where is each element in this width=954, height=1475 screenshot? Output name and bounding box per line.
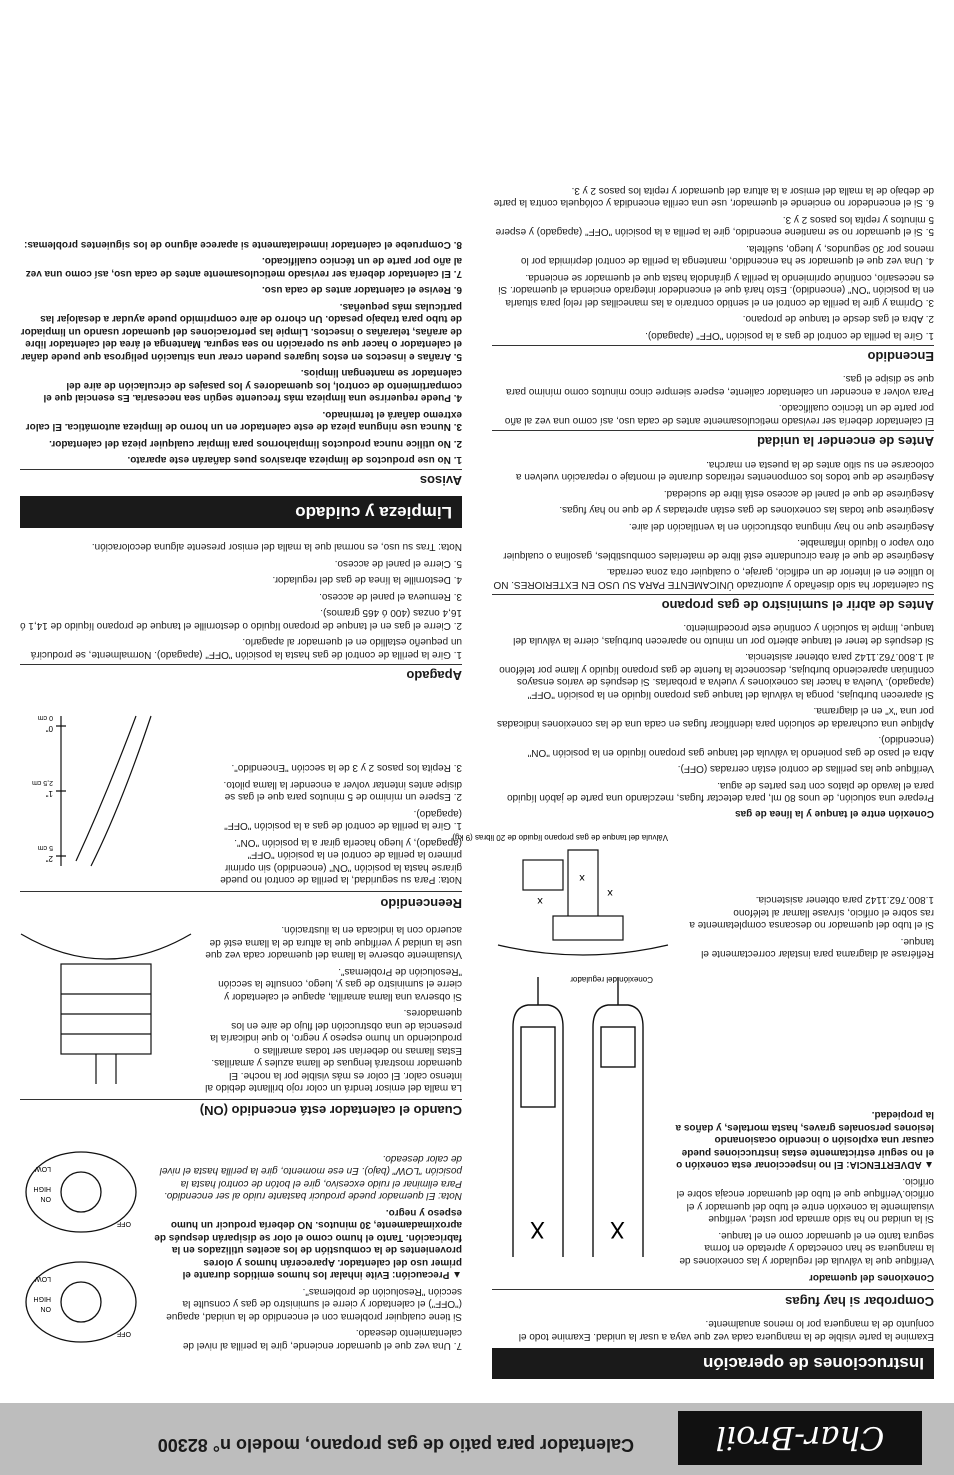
knob-low-2: LOW — [35, 1165, 51, 1172]
before-text-4: Asegúrese que todas las conexiones de gas están apretadas y de que no hay fugas. — [559, 504, 934, 516]
knob-low-1: LOW — [35, 1275, 51, 1282]
on-text-3: Visualmente observe la llama del quemador cada vez que use la unidad y verifique que la altura de la llama esté de acuerdo con la indicada en la ilustración. — [205, 924, 462, 961]
tank-block — [452, 825, 934, 962]
off-step-5: 5. Cierre el panel de acceso. — [334, 557, 462, 569]
relight-title: Reencendido — [20, 892, 462, 911]
intro-text: Examine la parte visible de la manguera cada vez que vaya a usar la unidad. Examine todo el conjunto de la manguera por lo menos anualmente. — [518, 1318, 934, 1342]
knob-high-1: HIGH — [33, 1295, 51, 1302]
gas-text-1: Prepare una solución, de unos 80 ml, para detectar fugas, mezclando una parte de jabón líquido para el lavado de platos con tres partes de agua. — [507, 780, 934, 804]
caution-text: ▲ Precaución: Evite inhalar los humos emitidos durante el primer uso del calentador. Aparecerán humos y olores provenientes de la combustión de los aceites utilizados en la fabricación. Tanto el humo como el olor se disiparán después de aproximadamente, 30 minutos. NO debería producir un humo espeso y negro. — [154, 1207, 462, 1281]
flame-1in: 1" — [45, 789, 53, 799]
knob-on-1: ON — [40, 1305, 51, 1312]
shutdown-title: Apagado — [20, 664, 462, 683]
flame-height-figure — [20, 691, 192, 888]
warn-6: 6. Revise el calentador antes de cada uso. — [261, 284, 462, 296]
svg-text:X: X — [529, 1216, 545, 1241]
burner-connections-title: Conexiones del quemador — [808, 1272, 934, 1284]
section-band-operation: Instrucciones de operación — [492, 1348, 934, 1379]
knob-off-1: OFF — [117, 1330, 131, 1337]
gas-text-5: Si aparecen burbujas, ponga la válvula del tanque gas propano líquido en la posición "OFF" (apagado). Vuelva a hacer las conexiones y vuelva a probarlas. Si después de varios ensayos continúan apareciendo burbujas, desconecte la fuente de gas propano líquido y llame por teléfono al 1.800.762.1142 para obtener asistencia. — [499, 651, 934, 700]
reg-text-2: Si la unidad no ha sido armada por usted, verifique visualmente la conexión entre el tubo del quemador y el orificio.Verifique que el tubo del quemador encaja sobre el orificio. — [676, 1176, 934, 1225]
prelight-title: Antes de encender la unidad — [492, 430, 934, 449]
warn-1: 1. No use productos de limpieza abrasivos pues dañarán este aparato. — [127, 454, 462, 466]
heater-on-block — [20, 919, 462, 1096]
header-bar — [0, 1403, 954, 1475]
relight-step-3: 3. Repita los pasos 2 y 3 de la sección "Encendido". — [231, 762, 462, 774]
left-column — [452, 16, 934, 1379]
flame-25cm: 2,5 cm — [31, 779, 53, 787]
burner-figure — [20, 919, 192, 1096]
regulator-label: Conexión del regulador — [570, 975, 653, 984]
control-knob-diagram — [21, 1132, 141, 1352]
relight-note: Nota: Para su seguridad, la perilla de control no puede girarse hasta la posición "ON" (encendido) sin oprimir primero la perilla de control en la posición "OFF" (apagado), y luego hacerla girar a la posición "ON". — [220, 837, 462, 886]
tank-valve-diagram — [452, 831, 673, 961]
step7-block — [20, 1127, 462, 1354]
flame-0cm: 0 cm — [37, 714, 53, 722]
knob-high-2: HIGH — [33, 1185, 51, 1192]
tank-valve-figure — [452, 825, 674, 962]
document-title: Calentador para patio de gas propano, modelo n° 82300 — [157, 1435, 634, 1455]
svg-text:X: X — [609, 1216, 625, 1241]
warn-8: 8. Compruebe el calentador inmediatamente si aparece alguno de los siguientes problemas: — [24, 238, 462, 250]
knob-figures — [20, 1127, 142, 1354]
warn-5: 5. Arañas e insectos en estos lugares pueden crear una situación peligrosa que puede dañar el calentador o hacer que su operación no sea segura. Mantenga el área del calentador libre de arañas, telarañas o insectos. Limpie las perforaciones del quemador usando un limpiador de tubo para trabajo pesado. Un chorro de aire comprimido puede ayudar a desalojar las partículas más pequeñas. — [20, 300, 462, 362]
gas-connection-title: Conexión entre el tanque y la línea de gas — [735, 808, 934, 819]
heater-on-title: Cuando el calentador está encendido (ON) — [20, 1099, 462, 1118]
section-band-cleaning: Limpieza y cuidado — [20, 497, 462, 528]
burner-diagram — [21, 924, 191, 1094]
lighting-step-6: 6. Si el encendedor no enciende el quemador, use una cerilla encendida y colóquela contra la parte de debajo de la malla del emisor a la altura del quemador y repita los pasos 2 y 3. — [493, 184, 934, 209]
tank-text-1: Refiérase al diagrama para instalar correctamente el tanque. — [701, 936, 934, 960]
lighting-title: Encendido — [492, 345, 934, 364]
reg-warning: ▲ ADVERTENCIA: El no inspeccionar esta conexión o el no seguir estrictamente estas instrucciones puede causar una explosión o incendio ocasionando lesiones personales graves, hasta mortales, y daños a la propiedad. — [675, 1109, 934, 1171]
warn-7: 7. El calentador debería ser revisado meticulosamente antes de cada uso, así como una vez al año por parte de un técnico cualificado. — [25, 255, 462, 279]
svg-text:x: x — [607, 887, 613, 899]
warnings-title: Avisos — [20, 469, 462, 488]
before-text-5: Asegúrese de que el panel de acceso está libre de suciedad. — [663, 487, 934, 499]
lighting-step-2: 2. Abra el gas desde el tanque de propano. — [742, 313, 934, 325]
warn-3: 3. Nunca use ninguna pieza de este calentador en un horno de limpieza automática. El calor extremo dañará el terminado. — [25, 408, 462, 433]
before-text-2: Asegúrese de que el área circundante esté libre de materiales combustibles, gasolina o cualquier otro vapor o líquido inflamable. — [503, 537, 934, 561]
knob-off-2: OFF — [117, 1220, 131, 1227]
svg-text:x: x — [579, 872, 585, 884]
reg-text-1: Verifique que la válvula del regulador y las conexiones de la manguera se han conectado y apretado en forma segura tanto en el quemador como en el tanque. — [679, 1230, 934, 1266]
svg-text:x: x — [537, 895, 543, 907]
relight-step-1: 1. Gire la perilla de control de gas a la posición "OFF" (apagado). — [224, 808, 462, 832]
tank-text-2: Si el tubo del quemador no descansa completamente a ras sobre el orificio, sírvase llamar al teléfono 1.800.762.1142 para obtener asistencia. — [689, 894, 934, 931]
before-text-1: Su calentador ha sido diseñado y autorizado ÚNICAMENTE PARA SU USO EN EXTERIORES. NO lo utilice en el interior de un edificio, garaje, o cualquier otra zona cerrada. — [493, 566, 934, 590]
flame-height-diagram — [21, 697, 191, 887]
step-7b: Si tiene cualquier problema con el encendido de la unidad, apague ("OFF") el calentador y cierre el suministro de gas y consulte la sección "Resolución de problemas". — [166, 1286, 462, 1322]
regulator-figure — [492, 962, 664, 1269]
off-step-4: 4. Destornille la línea de gas del regulador. — [272, 574, 462, 586]
knob-on-2: ON — [40, 1195, 51, 1202]
right-column — [20, 16, 462, 1379]
gas-text-3: Abra el paso de gas poniendo la válvula del tanque gas propano líquido en la posición "ON" (encendido). — [527, 734, 934, 758]
off-note: Nota: Tras su uso, es normal que la malla del emisor presente alguna decoloración. — [91, 541, 462, 553]
warn-4: 4. Puede requerirse una limpieza más frecuente según sea necesaria. Es esencial que el compartimiento de control, los quemadores y los pasajes de circulación de aire del calentador se mantengan limpios. — [43, 367, 462, 404]
prelight-text-2: Para volver a encender un calentador caliente, espere siempre cinco minutos como mínimo para que se disipe el gas. — [506, 373, 934, 397]
flame-0in: 0" — [45, 724, 53, 734]
lighting-step-3: 3. Oprima y gire la perilla de control en el sentido contrario a las manecillas del reloj para situarla en la posición "ON" (encendido). Esto hará que el encendedor integrado encienda el quemador. Si es necesario, continúe oprimiendo la perilla y girándola hasta que el quemador se encienda. — [498, 271, 934, 308]
warn-2: 2. No utilice nunca productos limpiahornos para limpiar cualquier pieza del calentador. — [49, 437, 462, 449]
off-step-1: 1. Gire la perilla de control de gas hasta la posición "OFF" (apagado). Normalmente, se producirá un pequeño estallido en el quemador al apagarlo. — [30, 636, 462, 660]
tank-valve-label: Válvula del tanque de gas propano líquido de 20 libras (9 kg) — [452, 833, 668, 843]
on-text-2: Si observa una llama amarilla, apague el calentador y cierre el suministro de gas y, luego, consulte la sección "Resolución de Problemas". — [218, 965, 462, 1002]
gas-text-6: Si después de tener el tanque abierto por un minuto no aparecen burbujas, cierre la válvula del tanque, limpie la solución y continúe este procedimiento. — [513, 622, 934, 646]
brand-logo: Char-Broil — [678, 1411, 922, 1465]
regulator-diagram — [493, 967, 663, 1267]
off-step-3: 3. Remueva el panel de acceso. — [319, 590, 462, 602]
lighting-step-4: 4. Una vez que el quemador se ha encendido, mantenga la perilla de control deprimida por lo menos por 30 segundos, y luego, suéltela. — [520, 242, 934, 267]
noise-note: Nota: El quemador puede producir bastante ruido al ser encendido. Para eliminar el ruido excesivo, gire el botón de control hasta la posición "LOW" (bajo). En ese momento, gire la perilla hasta el nivel de calor deseado. — [159, 1153, 462, 1202]
lighting-step-5: 5. Si el quemador no se mantiene encendido, gire la perilla a la posición "OFF" (apagado) y espere 5 minutos y repita los pasos 2 y 3. — [495, 213, 934, 238]
step-7: 7. Una vez que el quemador enciende, gire la perilla al nivel de calentamiento deseado. — [182, 1327, 462, 1351]
flame-2in: 2" — [45, 854, 53, 864]
off-step-2: 2. Cierre el gas en el tanque de propano líquido o destornille el tanque de propano líquido de 14,1 ó 16,4 onzas (400 ó 465 gramos). — [20, 607, 462, 631]
flame-5cm: 5 cm — [37, 844, 53, 852]
on-text-1: La malla del emisor tendrá un color rojo brillante debido al intenso calor. El color es más visible por la noche. El quemador mostrará lenguas de llama azules y amarillas. Estas llamas no deberían ser todas amarillas o produciendo un humo espeso y negro, lo que indicaría la presencia de una obstrucción del flujo de aire en los quemadores. — [205, 1007, 462, 1094]
relight-step-2: 2. Espere un mínimo de 5 minutos para que el gas se disipe antes intentar volver a encender la llama piloto. — [223, 779, 462, 803]
leak-check-title: Comprobar si hay fugas — [492, 1290, 934, 1309]
before-text-3: Asegúrese que no hay ninguna obstrucción en la ventilación del aire. — [628, 520, 934, 532]
relight-block — [20, 691, 462, 888]
gas-text-4: Aplique una cucharada de solución para identificar fugas en cada una de las conexiones indicadas por una "x" en el diagrama. — [497, 705, 934, 729]
prelight-text-1: El calentador debería ser revisado meticulosamente antes de cada uso, así como una vez al año por parte de un técnico cualificado. — [504, 402, 934, 426]
before-gas-title: Antes de abrir el suministro de gas propano — [492, 594, 934, 613]
regulator-block — [492, 962, 934, 1269]
before-text-6: Asegúrese de que todos los componentes retirados durante el montaje o reparación vuelven a colocarse en su sitio antes de la puesta en marcha. — [515, 458, 934, 483]
gas-text-2: Verifique que las perillas de control están cerradas (OFF). — [677, 763, 934, 775]
lighting-step-1: 1. Gire la perilla de control de gas a la posición "OFF" (apagado). — [645, 329, 934, 341]
